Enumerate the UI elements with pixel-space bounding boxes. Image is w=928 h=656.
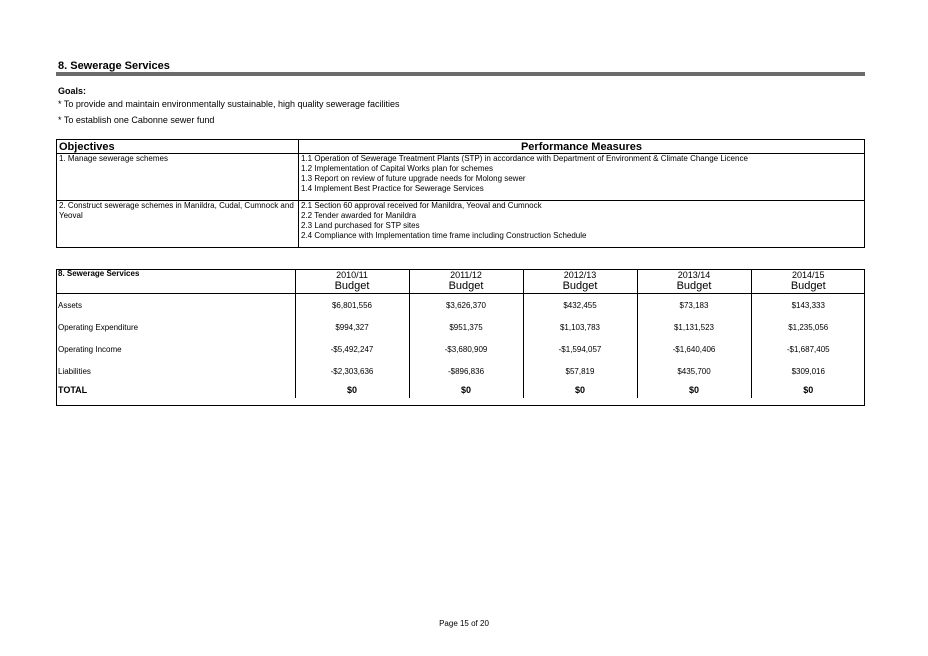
goal-item: * To establish one Cabonne sewer fund	[58, 115, 215, 125]
total-value: $0	[637, 382, 751, 398]
measure-item: 1.3 Report on review of future upgrade needs for Molong sewer	[301, 174, 526, 183]
value-cell: $951,375	[409, 316, 523, 338]
total-value: $0	[409, 382, 523, 398]
year-header: 2011/12 Budget	[409, 269, 523, 294]
objective-cell: 1. Manage sewerage schemes	[57, 154, 299, 201]
value-cell: $1,131,523	[637, 316, 751, 338]
objective-row	[57, 201, 865, 248]
page-footer: Page 15 of 20	[439, 619, 489, 628]
title-rule	[56, 72, 865, 76]
value-cell: $1,103,783	[523, 316, 637, 338]
objective-row	[57, 154, 865, 201]
year-header: 2012/13 Budget	[523, 269, 637, 294]
objectives-header: Objectives	[57, 140, 299, 154]
total-row	[56, 382, 865, 398]
value-cell: $3,626,370	[409, 294, 523, 317]
value-cell: -$1,640,406	[637, 338, 751, 360]
value-cell: -$2,303,636	[295, 360, 409, 382]
measure-item: 2.3 Land purchased for STP sites	[301, 221, 420, 230]
value-cell: $432,455	[523, 294, 637, 317]
total-value: $0	[751, 382, 865, 398]
year-header: 2013/14 Budget	[637, 269, 751, 294]
table-row	[56, 294, 865, 317]
measure-item: 1.4 Implement Best Practice for Sewerage Services	[301, 184, 484, 193]
measure-item: 2.4 Compliance with Implementation time frame including Construction Schedule	[301, 231, 587, 240]
budget-table-label: 8. Sewerage Services	[56, 269, 295, 294]
row-label: Operating Expenditure	[58, 322, 139, 332]
value-cell: $994,327	[295, 316, 409, 338]
value-cell: $1,235,056	[751, 316, 865, 338]
value-cell: -$1,687,405	[751, 338, 865, 360]
measure-item: 1.1 Operation of Sewerage Treatment Plants (STP) in accordance with Department of Environment & Climate Change Licence	[301, 154, 748, 163]
row-label: Assets	[58, 300, 83, 310]
value-cell: $435,700	[637, 360, 751, 382]
goal-item: * To provide and maintain environmentally sustainable, high quality sewerage facilities	[58, 99, 400, 109]
table-row	[56, 360, 865, 382]
measure-item: 2.2 Tender awarded for Manildra	[301, 211, 417, 220]
value-cell: -$1,594,057	[523, 338, 637, 360]
table-row	[56, 338, 865, 360]
value-cell: -$896,836	[409, 360, 523, 382]
goals-heading: Goals:	[58, 86, 87, 96]
value-cell: $57,819	[523, 360, 637, 382]
total-value: $0	[295, 382, 409, 398]
row-label: Operating Income	[58, 344, 122, 354]
objectives-table	[56, 139, 865, 248]
section-title: 8. Sewerage Services	[58, 60, 170, 72]
value-cell: $143,333	[751, 294, 865, 317]
table-row	[56, 316, 865, 338]
measures-cell	[299, 201, 865, 248]
value-cell: -$5,492,247	[295, 338, 409, 360]
performance-measures-header: Performance Measures	[299, 140, 865, 154]
year-header: 2014/15 Budget	[751, 269, 865, 294]
row-label: Liabilities	[58, 366, 91, 376]
objective-cell: 2. Construct sewerage schemes in Manildra, Cudal, Cumnock and Yeoval	[57, 201, 299, 248]
measures-cell	[299, 154, 865, 201]
value-cell: -$3,680,909	[409, 338, 523, 360]
value-cell: $309,016	[751, 360, 865, 382]
budget-header-row	[56, 269, 865, 294]
value-cell: $6,801,556	[295, 294, 409, 317]
value-cell: $73,183	[637, 294, 751, 317]
budget-table	[56, 269, 865, 398]
measure-item: 2.1 Section 60 approval received for Manildra, Yeoval and Cumnock	[301, 201, 542, 210]
total-value: $0	[523, 382, 637, 398]
measure-item: 1.2 Implementation of Capital Works plan for schemes	[301, 164, 493, 173]
total-label: TOTAL	[58, 385, 88, 395]
year-header: 2010/11 Budget	[295, 269, 409, 294]
